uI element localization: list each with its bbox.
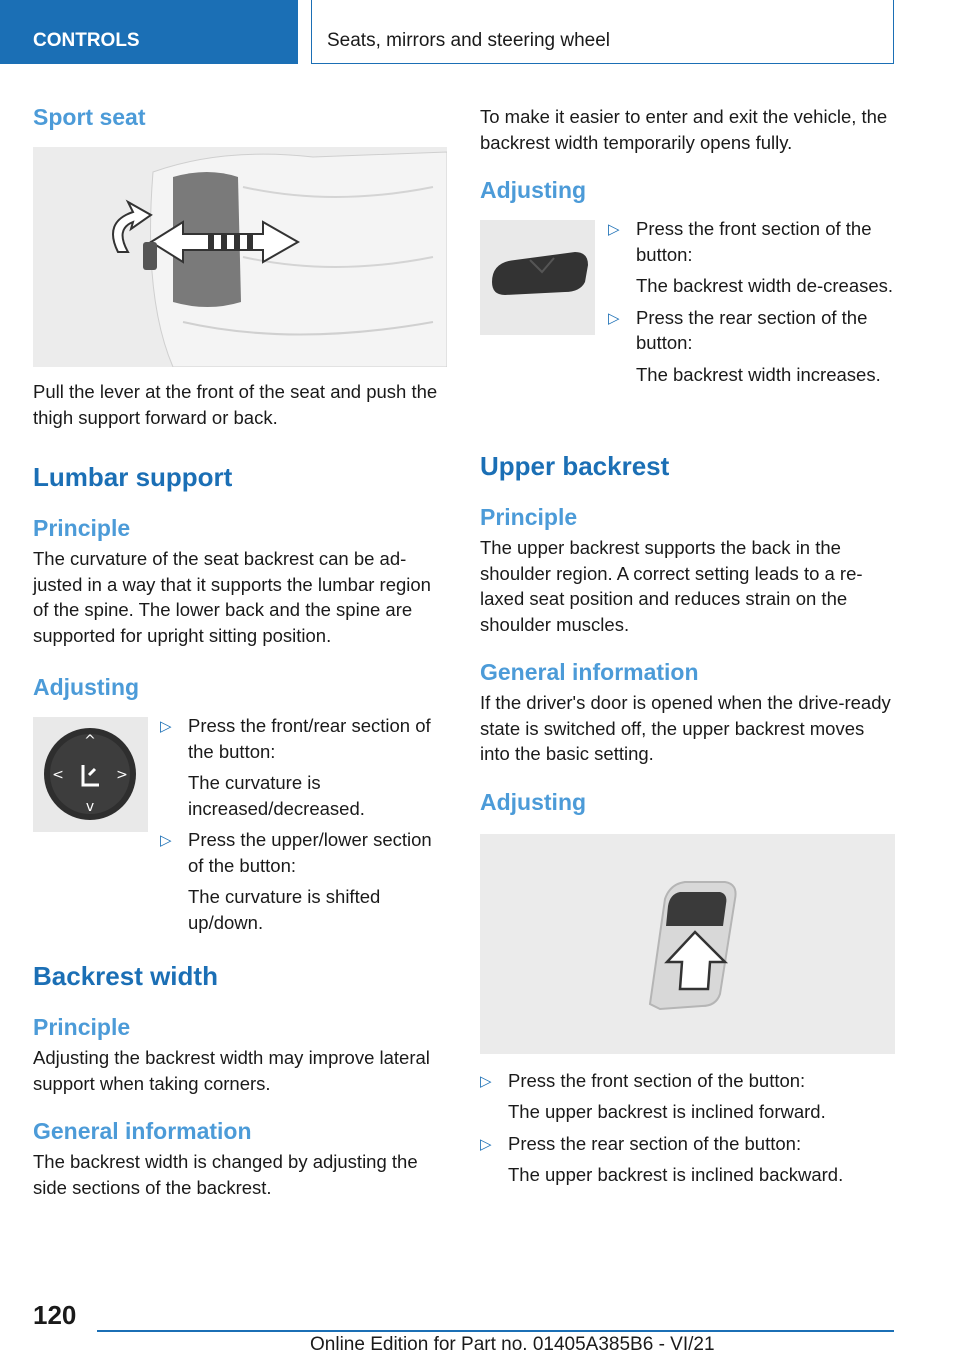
svg-text:v: v [85, 799, 95, 815]
svg-text:>: > [116, 767, 128, 783]
backrest-width-heading: Backrest width [33, 961, 218, 991]
instruction-result: The upper backrest is inclined backward. [508, 1164, 844, 1185]
backrest-width-general-text: The backrest width is changed by adjusting the side sections of the backrest. [33, 1151, 418, 1198]
instruction-action: Press the upper/lower section of the button: [188, 829, 432, 876]
list-item [160, 713, 447, 821]
instruction-result: The curvature is shifted up/down. [188, 886, 381, 933]
width-instructions [608, 216, 895, 387]
section-title: CONTROLS [33, 30, 140, 51]
backrest-width-adjusting-heading: Adjusting [480, 177, 587, 203]
instruction-result: The curvature is increased/decreased. [188, 772, 365, 819]
instruction-result: The backrest width de‐creases. [636, 275, 894, 296]
upper-instructions [480, 1068, 895, 1188]
triangle-right-outline-icon: ▷ [608, 221, 620, 238]
backrest-width-intro: To make it easier to enter and exit the vehicle, the backrest width temporarily opens fully. [480, 106, 888, 153]
triangle-right-outline-icon: ▷ [160, 832, 172, 849]
backrest-width-principle-text: Adjusting the backrest width may improve lateral support when taking corners. [33, 1047, 430, 1094]
width-button-figure [480, 220, 595, 335]
sport-seat-illustration [33, 147, 447, 367]
instruction-result: The upper backrest is inclined forward. [508, 1101, 826, 1122]
footer-divider [97, 1330, 894, 1332]
sport-seat-figure [33, 147, 447, 367]
svg-text:<: < [52, 767, 64, 783]
backrest-width-principle-heading: Principle [33, 1014, 131, 1040]
sport-seat-caption: Pull the lever at the front of the seat and push the thigh support forward or back. [33, 381, 438, 428]
upper-principle-heading: Principle [480, 504, 578, 530]
instruction-action: Press the front section of the button: [636, 218, 872, 265]
triangle-right-outline-icon: ▷ [608, 309, 620, 327]
upper-backrest-illustration [480, 834, 895, 1054]
backrest-width-general-heading: General information [33, 1118, 252, 1144]
upper-general-heading: General information [480, 659, 699, 685]
svg-text:^: ^ [84, 733, 96, 749]
width-adjust-block [480, 220, 895, 435]
instruction-action: Press the rear section of the button: [508, 1132, 802, 1154]
upper-principle-text: The upper backrest supports the back in the shoulder region. A correct setting leads to a re‐laxed seat position and reduces strain on the shoulder muscles. [480, 537, 863, 635]
list-item [480, 1131, 895, 1188]
chapter-header [311, 0, 894, 64]
edition-note: Online Edition for Part no. 01405A385B6 - VI/21 [310, 1334, 715, 1355]
upper-adjusting-heading: Adjusting [480, 788, 587, 815]
triangle-right-outline-icon: ▷ [480, 1072, 492, 1090]
list-item [608, 216, 895, 299]
instruction-action: Press the rear section of the button: [636, 306, 868, 353]
lumbar-adjust-block [33, 717, 447, 947]
right-column [480, 100, 895, 1188]
lumbar-principle-text: The curvature of the seat backrest can be ad‐justed in a way that it supports the lumbar region of the spine. The lower back and the spine are supported for upright sitting position. [33, 548, 431, 646]
left-column [33, 100, 447, 1200]
chapter-title: Seats, mirrors and steering wheel [327, 30, 611, 51]
upper-backrest-figure [480, 834, 895, 1054]
width-button-illustration [480, 220, 595, 335]
triangle-right-outline-icon: ▷ [480, 1135, 492, 1153]
instruction-action: Press the front/rear section of the button: [188, 715, 431, 762]
lumbar-adjusting-heading: Adjusting [33, 674, 140, 700]
instruction-result: The backrest width increases. [636, 363, 881, 385]
lumbar-instructions [160, 713, 447, 935]
lumbar-heading: Lumbar support [33, 462, 233, 492]
lumbar-principle-heading: Principle [33, 515, 131, 541]
instruction-action: Press the front section of the button: [508, 1069, 806, 1091]
upper-general-text: If the driver's door is opened when the drive-ready state is switched off, the upper backrest moves into the basic setting. [480, 692, 891, 764]
triangle-right-outline-icon: ▷ [160, 718, 172, 735]
list-item [160, 827, 447, 935]
upper-backrest-heading: Upper backrest [480, 451, 670, 481]
list-item [608, 305, 895, 388]
list-item [480, 1068, 895, 1125]
page-number: 120 [33, 1300, 77, 1330]
section-tab [0, 0, 298, 64]
sport-seat-heading: Sport seat [33, 104, 146, 130]
lumbar-button-figure [33, 717, 148, 832]
lumbar-button-illustration [33, 717, 148, 832]
